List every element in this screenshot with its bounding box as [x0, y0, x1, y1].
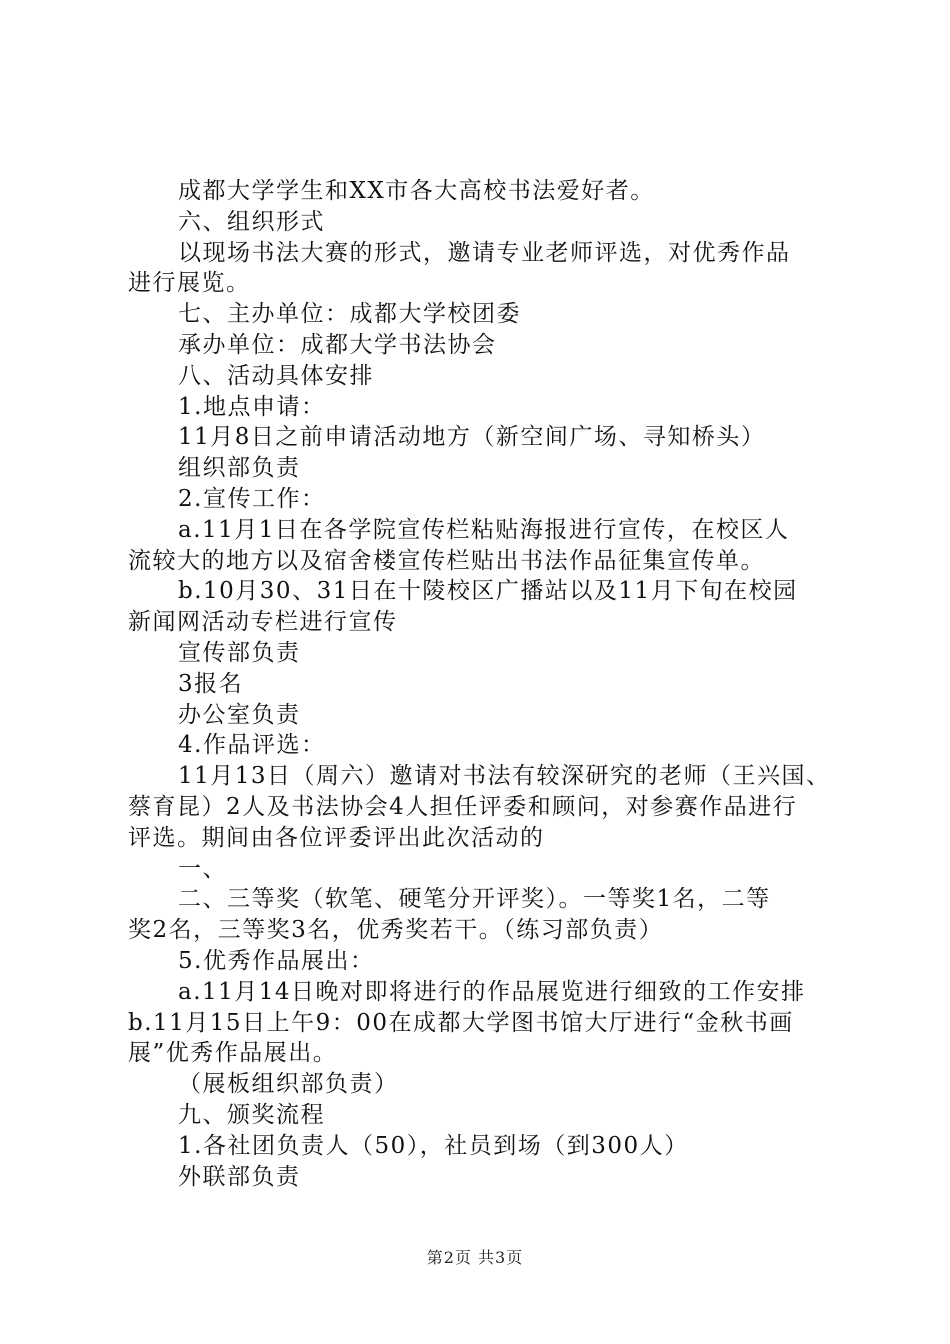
text-line: 办公室负责 — [178, 701, 301, 728]
text-line: 以现场书法大赛的形式，邀请专业老师评选，对优秀作品 — [178, 239, 791, 266]
text-line: 流较大的地方以及宿舍楼宣传栏贴出书法作品征集宣传单。 — [128, 547, 765, 574]
text-line: 3报名 — [178, 670, 244, 697]
text-line: 4.作品评选： — [178, 732, 326, 759]
text-line: （展板组织部负责） — [178, 1071, 399, 1098]
text-line: 奖2名，三等奖3名，优秀奖若干。（练习部负责） — [128, 917, 664, 944]
text-line: 七、主办单位：成都大学校团委 — [178, 301, 521, 328]
document-body — [128, 176, 838, 1192]
text-line: b.11月15日上午9：00在成都大学图书馆大厅进行“金秋书画 — [128, 1009, 794, 1036]
text-line: 六、组织形式 — [178, 208, 325, 235]
text-line: 宣传部负责 — [178, 639, 301, 666]
text-line: 承办单位：成都大学书法协会 — [178, 331, 497, 358]
text-line: 外联部负责 — [178, 1163, 301, 1190]
text-line: 新闻网活动专栏进行宣传 — [128, 609, 398, 636]
text-line: 成都大学学生和XX市各大高校书法爱好者。 — [178, 178, 655, 204]
text-line: 蔡育昆）2人及书法协会4人担任评委和顾问，对参赛作品进行 — [128, 793, 798, 820]
text-line: b.10月30、31日在十陵校区广播站以及11月下旬在校园 — [178, 578, 798, 605]
text-line: a.11月1日在各学院宣传栏粘贴海报进行宣传，在校区人 — [178, 516, 790, 543]
text-line: 11月13日（周六）邀请对书法有较深研究的老师（王兴国、 — [178, 763, 831, 790]
text-line: 评选。期间由各位评委评出此次活动的 — [128, 824, 545, 851]
text-line: 一、 — [178, 855, 227, 882]
text-line: 2.宣传工作： — [178, 485, 326, 512]
text-line: 八、活动具体安排 — [178, 362, 374, 389]
text-line: 组织部负责 — [178, 455, 301, 482]
text-line: 5.优秀作品展出： — [178, 947, 375, 974]
page-footer: 第2页 共3页 — [426, 1248, 524, 1267]
text-line: a.11月14日晚对即将进行的作品展览进行细致的工作安排 — [178, 978, 806, 1005]
text-line: 二、三等奖（软笔、硬笔分开评奖）。一等奖1名，二等 — [178, 886, 771, 913]
text-line: 九、颁奖流程 — [178, 1101, 325, 1128]
text-line: 11月8日之前申请活动地方（新空间广场、寻知桥头） — [178, 424, 766, 451]
text-line: 进行展览。 — [128, 270, 251, 297]
text-line: 1.地点申请： — [178, 393, 326, 420]
text-line: 1.各社团负责人（50），社员到场（到300人） — [178, 1132, 689, 1159]
text-line: 展”优秀作品展出。 — [128, 1040, 338, 1067]
